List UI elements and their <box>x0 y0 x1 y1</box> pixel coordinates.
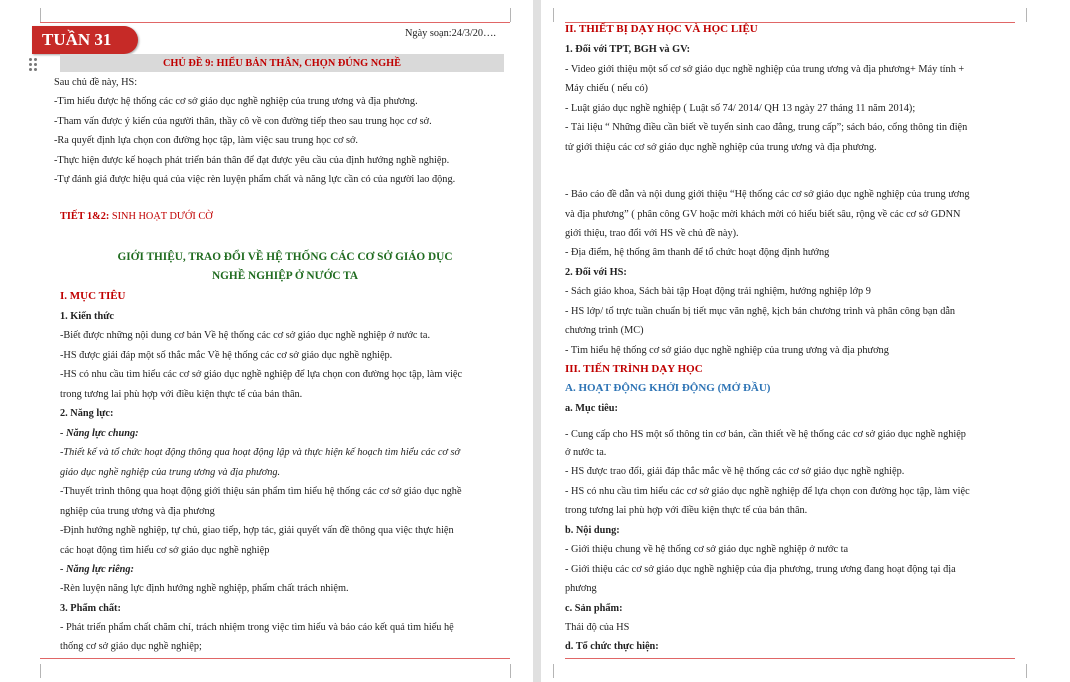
footer-rule <box>565 658 1015 659</box>
specific-ability-heading: - Năng lực riêng: <box>60 564 134 575</box>
quality-heading: 3. Phẩm chất: <box>60 603 121 614</box>
knowledge-line: -Biết được những nội dung cơ bản Về hệ thống các cơ sở giáo dục nghề nghiệp ở nước ta. <box>60 330 431 341</box>
organize-heading: d. Tổ chức thực hiện: <box>565 641 659 652</box>
general-ability-line: các hoạt động tìm hiểu cơ sở giáo dục nghề nghiệp <box>60 545 270 556</box>
product-line: Thái độ của HS <box>565 622 630 633</box>
lesson-title <box>60 210 213 223</box>
teacher-item: giới thiệu, trao đổi với HS về chủ đề này). <box>565 228 739 239</box>
intro-line: -Tự đánh giá được hiệu quả của việc rèn luyện phẩm chất và năng lực cần có của người lao động. <box>54 174 456 185</box>
teacher-item: - Tài liệu “ Những điều cần biết về tuyển sinh cao đẳng, trung cấp”; sách báo, cổng thông tin điện <box>565 122 968 133</box>
goal-item: trong tương lai phù hợp với điều kiện thực tế của bản thân. <box>565 505 808 516</box>
week-badge: TUẦN 31 <box>32 26 138 54</box>
footer-rule <box>40 658 510 659</box>
ability-heading: 2. Năng lực: <box>60 408 114 419</box>
intro-line: -Tham vấn được ý kiến của người thân, thầy cô về con đường tiếp theo sau trung học cơ sở. <box>54 116 432 127</box>
section-process: III. TIẾN TRÌNH DẠY HỌC <box>565 363 703 375</box>
intro-line: -Tìm hiểu được hệ thống các cơ sở giáo dục nghề nghiệp của trung ương và địa phương. <box>54 96 418 107</box>
document-page-right <box>541 0 1070 682</box>
goal-item: - HS được trao đổi, giải đáp thắc mắc về hệ thống các cơ sở giáo dục nghề nghiệp. <box>565 466 905 477</box>
teacher-item: - Địa điểm, hệ thống âm thanh để tổ chức hoạt động định hướng <box>565 247 830 258</box>
section-equipment: II. THIẾT BỊ DẠY HỌC VÀ HỌC LIỆU <box>565 23 758 35</box>
corner-mark-bottom-left <box>553 664 567 678</box>
content-item: - Giới thiệu các cơ sở giáo dục nghề nghiệp của địa phương, trung ương đang hoạt động tại địa <box>565 564 956 575</box>
knowledge-line: trong tương lai phù hợp với điều kiện thực tế của bản thân. <box>60 389 303 400</box>
knowledge-line: -HS có nhu cầu tìm hiểu các cơ sở giáo dục nghề nghiệp để lựa chọn con đường học tập, làm việc <box>60 369 463 380</box>
quality-line: thống cơ sở giáo dục nghề nghiệp; <box>60 641 202 652</box>
product-heading: c. Sản phẩm: <box>565 603 623 614</box>
content-item: phương <box>565 583 597 594</box>
teacher-item: - Video giới thiệu một số cơ sở giáo dục nghề nghiệp của trung ương và địa phương+ Máy tính + <box>565 64 965 75</box>
corner-mark-top-right <box>510 8 524 22</box>
student-item: - Tìm hiểu hệ thống cơ sở giáo dục nghề nghiệp của trung ương và địa phương <box>565 345 889 356</box>
topic-heading: CHỦ ĐỀ 9: HIỂU BẢN THÂN, CHỌN ĐÚNG NGHỀ <box>162 58 402 69</box>
goal-item: - Cung cấp cho HS một số thông tin cơ bản, cần thiết về hệ thống các cơ sở giáo dục nghề nghiệp <box>565 429 966 440</box>
drag-handle-icon[interactable] <box>29 58 38 72</box>
intro-line: -Thực hiện được kế hoạch phát triển bản thân để đạt được yêu cầu của định hướng nghề nghiệp. <box>54 155 450 166</box>
corner-mark-bottom-right <box>1026 664 1040 678</box>
teacher-item: - Báo cáo đề dẫn và nội dung giới thiệu “Hệ thống các cơ sở giáo dục nghề nghiệp của trung ương <box>565 189 970 200</box>
intro-line: -Ra quyết định lựa chọn con đường học tập, làm việc sau trung học cơ sở. <box>54 135 359 146</box>
section-objectives: I. MỤC TIÊU <box>60 290 126 302</box>
activity-a-heading: A. HOẠT ĐỘNG KHỞI ĐỘNG (MỞ ĐẦU) <box>565 382 771 394</box>
knowledge-heading: 1. Kiến thức <box>60 311 114 322</box>
date-line: Ngày soạn:24/3/20…. <box>405 28 496 39</box>
teacher-item: Máy chiếu ( nếu có) <box>565 83 648 94</box>
specific-ability-line: -Rèn luyện năng lực định hướng nghề nghiệp, phẩm chất trách nhiệm. <box>60 583 349 594</box>
general-ability-line: -Định hướng nghề nghiệp, tự chủ, giao tiếp, hợp tác, giải quyết vấn đề thông qua việc thực hiện <box>60 525 454 536</box>
lesson-name: SINH HOẠT DƯỚI CỜ <box>109 211 213 222</box>
student-item: - Sách giáo khoa, Sách bài tập Hoạt động trải nghiệm, hướng nghiệp lớp 9 <box>565 286 871 297</box>
page-gap <box>533 0 541 682</box>
corner-mark-top-left <box>553 8 567 22</box>
quality-line: - Phát triển phẩm chất chăm chỉ, trách nhiệm trong việc tìm hiểu và báo cáo kết quả tìm hiểu hệ <box>60 622 454 633</box>
general-ability-line: -Thiết kế và tổ chức hoạt động thông qua hoạt động lập và thực hiện kế hoạch tìm hiểu các cơ sở <box>60 447 460 458</box>
corner-mark-bottom-right <box>510 664 524 678</box>
student-item: chương trình (MC) <box>565 325 644 336</box>
header-rule <box>40 22 510 23</box>
lesson-prefix: TIẾT 1&2: <box>60 211 110 222</box>
teacher-item: - Luật giáo dục nghề nghiệp ( Luật số 74/ 2014/ QH 13 ngày 27 tháng 11 năm 2014); <box>565 103 916 114</box>
document-page-left <box>0 0 533 682</box>
intro-line: Sau chủ đề này, HS: <box>54 77 138 88</box>
student-heading: 2. Đối với HS: <box>565 267 627 278</box>
corner-mark-bottom-left <box>40 664 54 678</box>
corner-mark-top-left <box>40 8 54 22</box>
corner-mark-top-right <box>1026 8 1040 22</box>
goal-item: - HS có nhu cầu tìm hiểu các cơ sở giáo dục nghề nghiệp để lựa chọn con đường học tập, làm việc <box>565 486 970 497</box>
student-item: - HS lớp/ tổ trực tuần chuẩn bị tiết mục văn nghệ, kịch bản chương trình và phân công bạn dẫn <box>565 306 956 317</box>
content-item: - Giới thiệu chung về hệ thống cơ sở giáo dục nghề nghiệp ở nước ta <box>565 544 849 555</box>
teacher-heading: 1. Đối với TPT, BGH và GV: <box>565 44 691 55</box>
main-title-line-1: GIỚI THIỆU, TRAO ĐỔI VỀ HỆ THỐNG CÁC CƠ SỞ GIÁO DỤC <box>117 251 453 263</box>
general-ability-line: giáo dục nghề nghiệp của trung ương và địa phương. <box>60 467 281 478</box>
teacher-item: tử giới thiệu các cơ sở giáo dục nghề nghiệp của trung ương và địa phương. <box>565 142 877 153</box>
content-heading: b. Nội dung: <box>565 525 620 536</box>
general-ability-line: nghiệp của trung ương và địa phương <box>60 506 215 517</box>
knowledge-line: -HS được giải đáp một số thắc mắc Về hệ thống các cơ sở giáo dục nghề nghiệp. <box>60 350 393 361</box>
goal-heading: a. Mục tiêu: <box>565 403 618 414</box>
main-title-line-2: NGHỀ NGHIỆP Ở NƯỚC TA <box>211 270 359 282</box>
general-ability-heading: - Năng lực chung: <box>60 428 139 439</box>
goal-item: ở nước ta. <box>565 447 607 458</box>
general-ability-line: -Thuyết trình thông qua hoạt động giới thiệu sản phẩm tìm hiểu hệ thống các cơ sở giáo dục nghề <box>60 486 462 497</box>
teacher-item: và địa phương” ( phân công GV hoặc mời khách mời có hiểu biết sâu, rộng về các cơ sở GDNN <box>565 209 961 220</box>
